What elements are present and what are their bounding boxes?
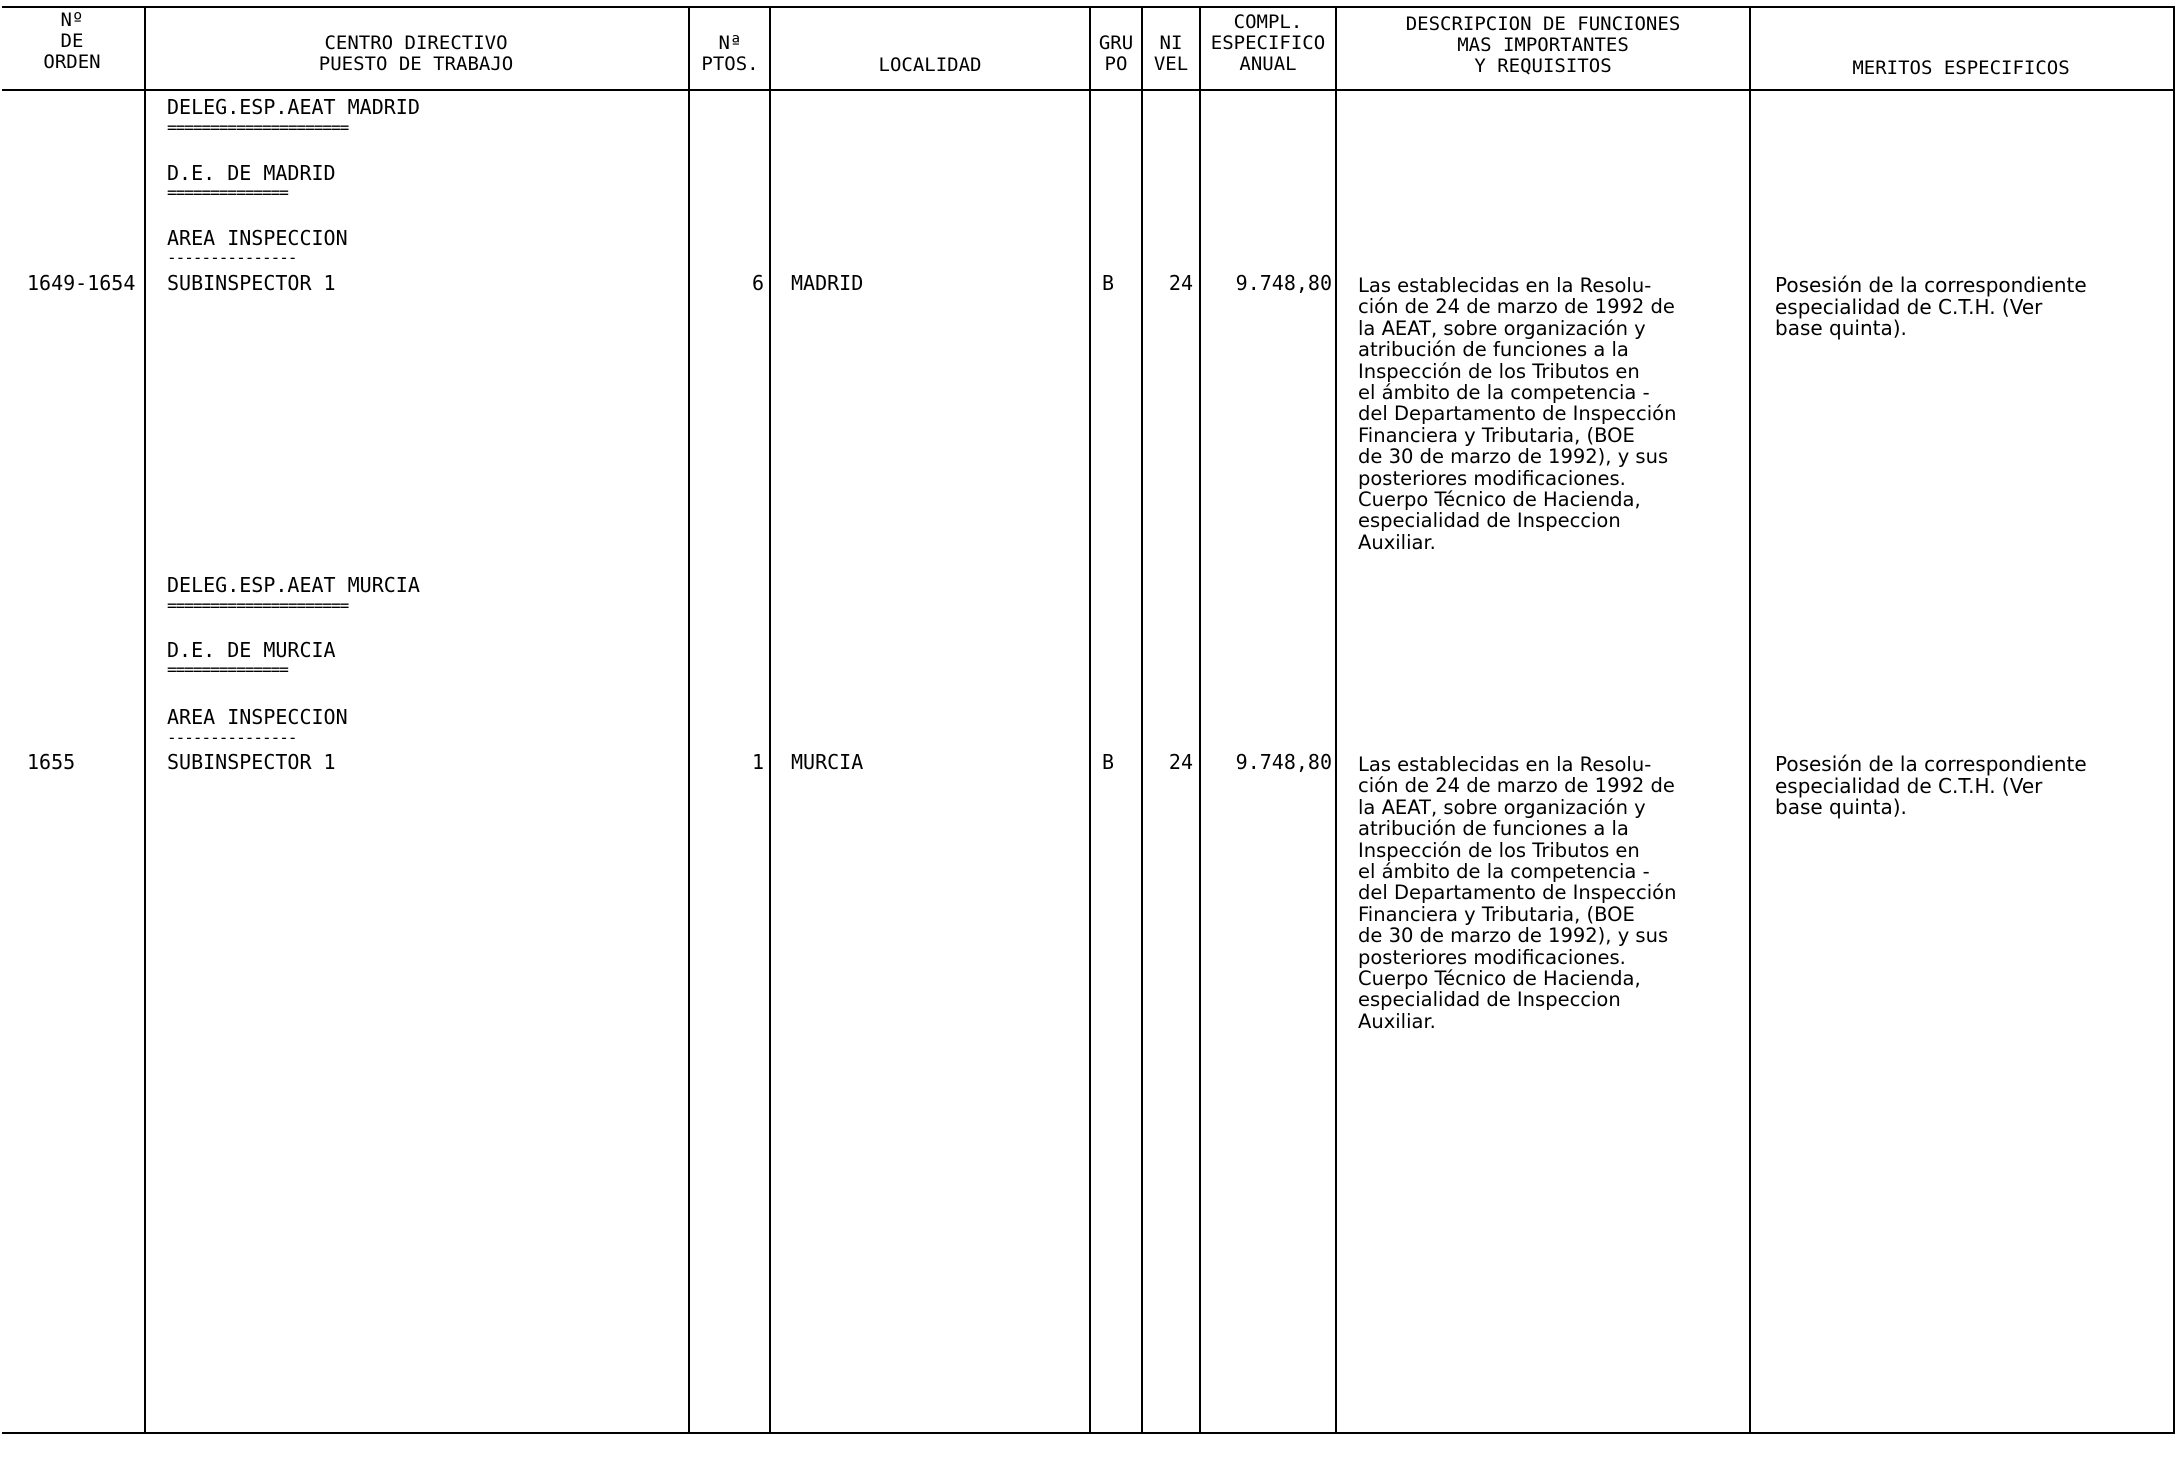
descripcion-line: atribución de funciones a la <box>1358 817 1629 841</box>
header-puestos: Nª PTOS. <box>701 32 759 75</box>
descripcion-line: posteriores modificaciones. <box>1358 945 1626 969</box>
descripcion-line: de 30 de marzo de 1992), y sus <box>1358 445 1669 469</box>
column-rule <box>1335 6 1337 1434</box>
descripcion-line: Inspección de los Tributos en <box>1358 838 1640 862</box>
descripcion-line: Cuerpo Técnico de Hacienda, <box>1358 967 1641 991</box>
descripcion-line: posteriores modificaciones. <box>1358 466 1626 490</box>
localidad: MURCIA <box>791 750 864 774</box>
meritos-line: Posesión de la correspondiente <box>1775 273 2087 297</box>
direccion-label: D.E. DE MADRID <box>167 161 336 185</box>
direccion-underline: ============== <box>167 183 288 202</box>
header-centro-directivo: CENTRO DIRECTIVO PUESTO DE TRABAJO <box>318 32 514 75</box>
descripcion-line: la AEAT, sobre organización y <box>1358 795 1646 819</box>
descripcion-line: especialidad de Inspeccion <box>1358 988 1621 1012</box>
descripcion-line: ción de 24 de marzo de 1992 de <box>1358 295 1675 319</box>
puesto-trabajo: SUBINSPECTOR 1 <box>167 271 336 295</box>
descripcion-line: del Departamento de Inspección <box>1358 881 1677 905</box>
grupo: B <box>1102 750 1115 774</box>
grupo: B <box>1102 271 1115 295</box>
descripcion-line: Inspección de los Tributos en <box>1358 359 1640 383</box>
descripcion-line: de 30 de marzo de 1992), y sus <box>1358 924 1669 948</box>
descripcion-line: del Departamento de Inspección <box>1358 402 1677 426</box>
descripcion-line: Las establecidas en la Resolu- <box>1358 753 1652 776</box>
column-rule <box>1199 6 1201 1434</box>
direccion-label: D.E. DE MURCIA <box>167 638 336 662</box>
table-top-rule <box>2 6 2173 8</box>
descripcion-line: Las establecidas en la Resolu- <box>1358 274 1652 297</box>
puesto-trabajo: SUBINSPECTOR 1 <box>167 750 336 774</box>
descripcion-funciones <box>1358 275 1758 553</box>
nivel: 24 <box>1168 750 1193 774</box>
header-nivel: NI VEL <box>1153 32 1189 75</box>
column-rule <box>1089 6 1091 1434</box>
descripcion-line: el ámbito de la competencia - <box>1358 860 1650 884</box>
header-orden: Nº DE ORDEN <box>43 9 101 73</box>
meritos-line: base quinta). <box>1775 795 1907 819</box>
localidad: MADRID <box>791 271 864 295</box>
column-rule <box>1141 6 1143 1434</box>
header-grupo: GRU PO <box>1098 32 1134 75</box>
descripcion-line: ción de 24 de marzo de 1992 de <box>1358 774 1675 798</box>
descripcion-line: Financiera y Tributaria, (BOE <box>1358 423 1635 447</box>
meritos-especificos <box>1775 275 2179 340</box>
orden-number: 1649-1654 <box>27 271 136 295</box>
delegacion-underline: ===================== <box>167 596 349 615</box>
column-rule <box>769 6 771 1434</box>
orden-number: 1655 <box>27 750 76 774</box>
meritos-line: especialidad de C.T.H. (Ver <box>1775 294 2043 319</box>
header-meritos: MERITOS ESPECIFICOS <box>1852 57 2070 79</box>
area-underline: --------------- <box>167 728 297 747</box>
delegacion-label: DELEG.ESP.AEAT MADRID <box>167 95 420 119</box>
header-descripcion: DESCRIPCION DE FUNCIONES MAS IMPORTANTES Y REQUISITOS <box>1405 13 1681 77</box>
descripcion-line: la AEAT, sobre organización y <box>1358 316 1646 340</box>
column-rule <box>1749 6 1751 1434</box>
numero-puestos: 1 <box>751 750 764 774</box>
table-bottom-rule <box>2 1432 2173 1434</box>
nivel: 24 <box>1168 271 1193 295</box>
descripcion-line: Financiera y Tributaria, (BOE <box>1358 902 1635 926</box>
descripcion-line: Auxiliar. <box>1358 530 1436 554</box>
numero-puestos: 6 <box>751 271 764 295</box>
meritos-line: Posesión de la correspondiente <box>1775 752 2087 776</box>
header-localidad: LOCALIDAD <box>878 54 982 76</box>
descripcion-line: Auxiliar. <box>1358 1009 1436 1033</box>
column-rule <box>2173 6 2175 1434</box>
area-underline: --------------- <box>167 248 297 267</box>
column-rule <box>144 6 146 1434</box>
descripcion-line: el ámbito de la competencia - <box>1358 381 1650 405</box>
area-label: AREA INSPECCION <box>167 226 348 250</box>
complemento-especifico: 9.748,80 <box>1235 271 1332 295</box>
delegacion-underline: ===================== <box>167 118 349 137</box>
header-complemento: COMPL. ESPECIFICO ANUAL <box>1210 11 1326 75</box>
delegacion-label: DELEG.ESP.AEAT MURCIA <box>167 573 420 597</box>
meritos-line: base quinta). <box>1775 316 1907 340</box>
meritos-line: especialidad de C.T.H. (Ver <box>1775 773 2043 798</box>
descripcion-line: especialidad de Inspeccion <box>1358 509 1621 533</box>
descripcion-funciones <box>1358 754 1758 1032</box>
descripcion-line: atribución de funciones a la <box>1358 338 1629 362</box>
direccion-underline: ============== <box>167 660 288 679</box>
column-rule <box>688 6 690 1434</box>
area-label: AREA INSPECCION <box>167 705 348 729</box>
header-bottom-rule <box>2 89 2173 91</box>
descripcion-line: Cuerpo Técnico de Hacienda, <box>1358 488 1641 512</box>
meritos-especificos <box>1775 754 2179 819</box>
complemento-especifico: 9.748,80 <box>1235 750 1332 774</box>
